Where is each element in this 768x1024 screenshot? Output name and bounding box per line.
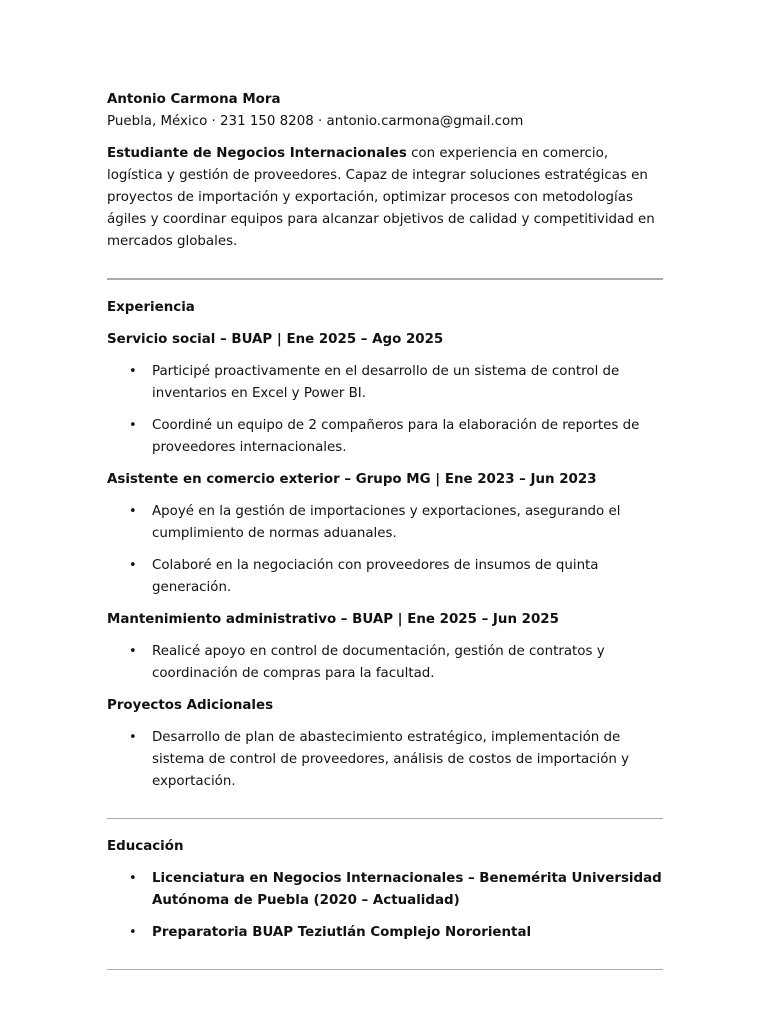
- summary-text: con experiencia en comercio, logística y gestión de proveedores. Capaz de integrar soluciones estratégicas en proyectos de importación y exportación, optimizar procesos con metodologías ágiles y coordinar equipos para alcanzar objetivos de calidad y competitividad en mercados globales.: [107, 146, 655, 249]
- list-item: [107, 501, 663, 545]
- list-item: [107, 868, 663, 912]
- list-item: [107, 555, 663, 599]
- resume-content: [107, 89, 663, 970]
- section-divider: [107, 818, 663, 819]
- job-bullet-list: [107, 501, 663, 599]
- projects-heading: Proyectos Adicionales: [107, 698, 274, 713]
- list-item: [107, 415, 663, 459]
- bullet-icon: •: [129, 730, 137, 745]
- bullet-text: Coordiné un equipo de 2 compañeros para la elaboración de reportes de proveedores internacionales.: [152, 418, 640, 455]
- job-bullet-list: [107, 641, 663, 685]
- candidate-name: Antonio Carmona Mora: [107, 92, 281, 107]
- section-divider: [107, 278, 663, 280]
- summary-lead: Estudiante de Negocios Internacionales: [107, 146, 407, 161]
- bullet-icon: •: [129, 558, 137, 573]
- bullet-icon: •: [129, 925, 137, 940]
- bullet-text: Realicé apoyo en control de documentación, gestión de contratos y coordinación de compras para la facultad.: [152, 644, 605, 681]
- job-bullet-list: [107, 361, 663, 459]
- list-item: [107, 922, 663, 944]
- bullet-text: Apoyé en la gestión de importaciones y exportaciones, asegurando el cumplimiento de normas aduanales.: [152, 504, 621, 541]
- bullet-text: Colaboré en la negociación con proveedores de insumos de quinta generación.: [152, 558, 599, 595]
- job-bullet-list: [107, 727, 663, 793]
- bullet-icon: •: [129, 871, 137, 886]
- bullet-icon: •: [129, 364, 137, 379]
- bullet-icon: •: [129, 644, 137, 659]
- job-title: Mantenimiento administrativo – BUAP | Ene 2025 – Jun 2025: [107, 612, 559, 627]
- bullet-text: Participé proactivamente en el desarrollo de un sistema de control de inventarios en Excel y Power BI.: [152, 364, 620, 401]
- education-item: Preparatoria BUAP Teziutlán Complejo Nororiental: [152, 925, 532, 940]
- contact-line: Puebla, México · 231 150 8208 · antonio.carmona@gmail.com: [107, 114, 524, 129]
- experience-heading: Experiencia: [107, 300, 195, 315]
- list-item: [107, 361, 663, 405]
- profile-summary: [107, 143, 663, 253]
- job-title: Servicio social – BUAP | Ene 2025 – Ago 2025: [107, 332, 444, 347]
- bullet-icon: •: [129, 504, 137, 519]
- list-item: [107, 641, 663, 685]
- education-list: [107, 868, 663, 944]
- education-item: Licenciatura en Negocios Internacionales – Benemérita Universidad Autónoma de Puebla (2020 – Actualidad): [152, 871, 662, 908]
- section-divider: [107, 969, 663, 970]
- bullet-text: Desarrollo de plan de abastecimiento estratégico, implementación de sistema de control de proveedores, análisis de costos de importación y exportación.: [152, 730, 630, 789]
- job-title: Asistente en comercio exterior – Grupo MG | Ene 2023 – Jun 2023: [107, 472, 597, 487]
- bullet-icon: •: [129, 418, 137, 433]
- education-heading: Educación: [107, 839, 184, 854]
- list-item: [107, 727, 663, 793]
